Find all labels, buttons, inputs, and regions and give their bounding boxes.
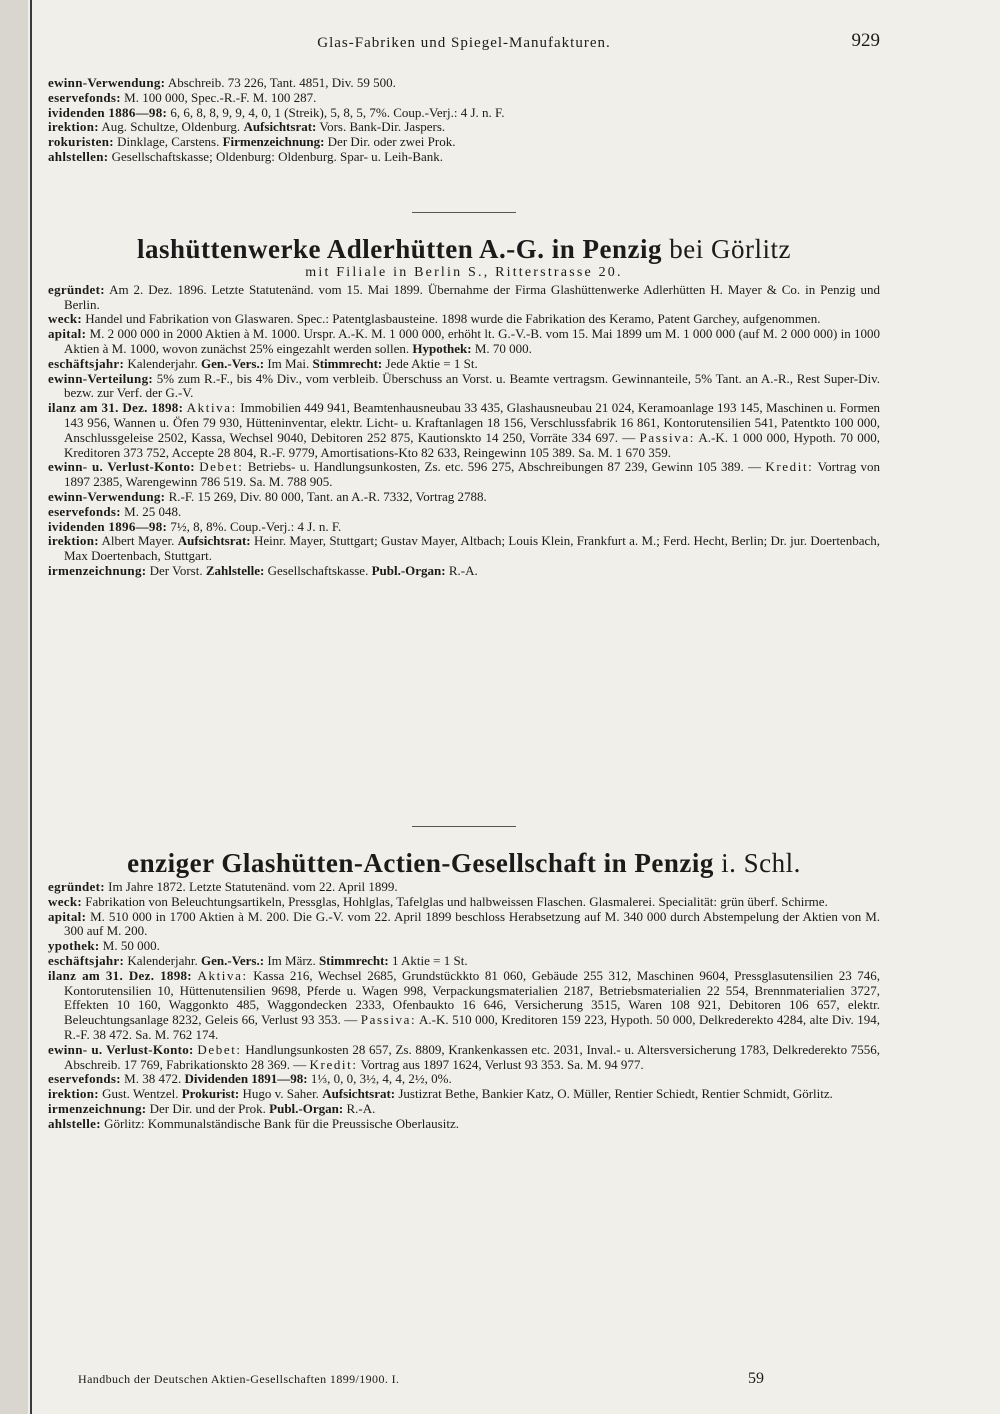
page-number: 929 [851,30,880,51]
company-subtitle: mit Filiale in Berlin S., Ritterstrasse 20. [305,265,623,280]
entry-reservefonds: eservefonds: M. 38 472. Dividenden 1891—98: 1⅓, 0, 0, 3½, 4, 4, 2½, 0%. [48,1071,452,1087]
entry-hypothek: ypothek: M. 50 000. [48,938,160,954]
entry-direktion: irektion: Albert Mayer. Aufsichtsrat: Heinr. Mayer, Stuttgart; Gustav Mayer, Altbach; Louis Klein, Frankfurt a. M.; Ferd. Hecht, Berlin; Dr. jur. Doertenbach, Max Doertenbach, Stuttgart. [48,533,880,564]
entry-prokuristen: rokuristen: Dinklage, Carstens. Firmenzeichnung: Der Dir. oder zwei Prok. [48,134,456,150]
entry-geschaeftsjahr: eschäftsjahr: Kalenderjahr. Gen.-Vers.: Im Mai. Stimmrecht: Jede Aktie = 1 St. [48,355,478,371]
entry-gewinn-verlust: ewinn- u. Verlust-Konto: Debet: Handlungsunkosten 28 657, Zs. 8809, Krankenkassen etc. 2031, Inval.- u. Altersversicherung 1783, Delkrederekto 7556, Abschreib. 17 769, Fabrikationskto 28 369. — Kredit: Vortrag aus 1897 1624, Verlust 93 353. Sa. M. 94 977. [48,1041,881,1072]
entry-bilanz: ilanz am 31. Dez. 1898: Aktiva: Kassa 216, Wechsel 2685, Grundstückkto 81 060, Gebäude 255 312, Maschinen 9604, Pressglasutensilien 23 746, Kontorutensilien 10, Hüttenutensilien 9698, Pferde u. Wagen 998, Verpackungsmaterialien 2187, Betriebsmaterialien 22 554, Brennmaterialien 3727, Effekten 10 160, Waggonkto 485, Waggondecken 2333, Ofenbaukto 16 646, Versicherung 3515, Waren 108 921, Debitoren 106 657, elektr. Beleuchtungsanlage 8232, Geleis 66, Verlust 93 353. — Passiva: A.-K. 510 000, Kreditoren 159 223, Hypoth. 50 000, Delkrederekto 4284, alte Div. 194, R.-F. 38 472. Sa. M. 762 174. [48,967,881,1042]
entry-firmenzeichnung: irmenzeichnung: Der Dir. und der Prok. Publ.-Organ: R.-A. [48,1100,376,1116]
company-title: lashüttenwerke Adlerhütten A.-G. in Penzig bei Görlitz [137,234,791,264]
divider-1-wrap [48,212,880,213]
entry-kapital: apital: M. 2 000 000 in 2000 Aktien à M. 1000. Urspr. A.-K. M. 1 000 000, erhöht lt. G.-V.-B. vom 15. Mai 1899 um M. 1 000 000 (auf M. 2 000 000) in 1000 Aktien à M. 1000, wovon zunächst 25% eingezahlt werden sollen. Hypothek: M. 70 000. [48,326,880,356]
previous-company-tail [48,76,880,165]
entry-zahlstellen: ahlstellen: Gesellschaftskasse; Oldenburg: Oldenburg. Spar- u. Leih-Bank. [48,148,444,164]
footer-signature: 59 [748,1370,764,1387]
entry-direktion: irektion: Aug. Schultze, Oldenburg. Aufsichtsrat: Vors. Bank-Dir. Jaspers. [48,119,446,135]
binding-edge [30,0,32,1414]
divider [412,212,516,213]
entry-kapital: apital: M. 510 000 in 1700 Aktien à M. 200. Die G.-V. vom 22. April 1899 beschloss Herabsetzung auf M. 340 000 durch Abstempelung der Aktien von M. 300 auf M. 200. [48,908,881,939]
footer-publication-note: Handbuch der Deutschen Aktien-Gesellschaften 1899/1900. I. [78,1372,400,1386]
entry-reservefonds: eservefonds: M. 100 000, Spec.-R.-F. M. 100 287. [48,89,317,105]
running-head: Glas-Fabriken und Spiegel-Manufakturen. [317,35,611,51]
entry-gewinn-verteilung: ewinn-Verteilung: 5% zum R.-F., bis 4% Div., vom verbleib. Überschuss an Vorst. u. Beamte vertragsm. Gewinnanteile, 5% Tant. an A.-R., Rest Super-Div. bezw. zur Verf. der G.-V. [48,370,880,401]
entry-geschaeftsjahr: eschäftsjahr: Kalenderjahr. Gen.-Vers.: Im März. Stimmrecht: 1 Aktie = 1 St. [48,952,468,968]
company-title: enziger Glashütten-Actien-Gesellschaft in Penzig i. Schl. [127,848,801,878]
left-page-gutter [0,0,28,1414]
entry-zweck: weck: Handel und Fabrikation von Glaswaren. Spec.: Patentglasbausteine. 1898 wurde die Fabrikation des Keramo, Patent Garchey, aufgenommen. [48,311,821,327]
entry-zweck: weck: Fabrikation von Beleuchtungsartikeln, Pressglas, Hohlglas, Tafelglas und halbweissen Flaschen. Glasmalerei. Specialität: grün überf. Schirme. [48,893,828,909]
entry-gewinn-verlust: ewinn- u. Verlust-Konto: Debet: Betriebs- u. Handlungsunkosten, Zs. etc. 596 275, Abschreibungen 87 239, Gewinn 105 389. — Kredit: Vortrag von 1897 2385, Warengewinn 786 519. Sa. M. 788 905. [48,459,880,490]
entry-dividenden: ividenden 1886—98: 6, 6, 8, 8, 9, 9, 4, 0, 1 (Streik), 5, 8, 5, 7%. Coup.-Verj.: 4 J. n. F. [48,104,505,120]
entry-dividenden: ividenden 1896—98: 7½, 8, 8%. Coup.-Verj.: 4 J. n. F. [48,518,342,534]
company-penziger-glashuetten [48,846,880,1132]
entry-gegruendet: egründet: Im Jahre 1872. Letzte Statutenänd. vom 22. April 1899. [48,879,398,894]
company-adlerhuetten [48,232,880,579]
entry-zahlstelle: ahlstelle: Görlitz: Kommunalständische Bank für die Preussische Oberlausitz. [48,1115,459,1131]
entry-gewinn-verwendung: ewinn-Verwendung: Abschreib. 73 226, Tant. 4851, Div. 59 500. [48,75,396,90]
entry-bilanz: ilanz am 31. Dez. 1898: Aktiva: Immobilien 449 941, Beamtenhausneubau 33 435, Glashausneubau 21 024, Keramoanlage 193 145, Maschinen u. Formen 143 956, Wannen u. Öfen 79 930, Hütteninventar, elektr. Licht- u. Kraftanlagen 18 156, Verschlussfabrik 16 861, Kontorutensilien 541, Patentkto 100 000, Anschlussgeleise 2502, Kassa, Wechsel 9040, Debitoren 252 875, Kautionskto 14 250, Vorräte 334 697. — Passiva: A.-K. 1 000 000, Hypoth. 70 000, Kreditoren 373 752, Accepte 28 804, R.-F. 9779, Amortisations-Kto 82 633, Reingewinn 105 389. Sa. M. 1 670 359. [48,400,881,460]
divider-2-wrap [48,826,880,827]
entry-direktion: irektion: Gust. Wentzel. Prokurist: Hugo v. Saher. Aufsichtsrat: Justizrat Bethe, Bankier Katz, O. Müller, Rentier Schiedt, Rentier Schmidt, Görlitz. [48,1086,833,1102]
entry-firmenzeichnung: irmenzeichnung: Der Vorst. Zahlstelle: Gesellschaftskasse. Publ.-Organ: R.-A. [48,562,478,578]
entry-reservefonds: eservefonds: M. 25 048. [48,503,182,519]
divider [412,826,516,827]
entry-gegruendet: egründet: Am 2. Dez. 1896. Letzte Statutenänd. vom 15. Mai 1899. Übernahme der Firma Glashüttenwerke Adlerhütten H. Mayer & Co. in Penzig und Berlin. [48,281,880,312]
entry-gewinn-verwendung: ewinn-Verwendung: R.-F. 15 269, Div. 80 000, Tant. an A.-R. 7332, Vortrag 2788. [48,488,487,504]
